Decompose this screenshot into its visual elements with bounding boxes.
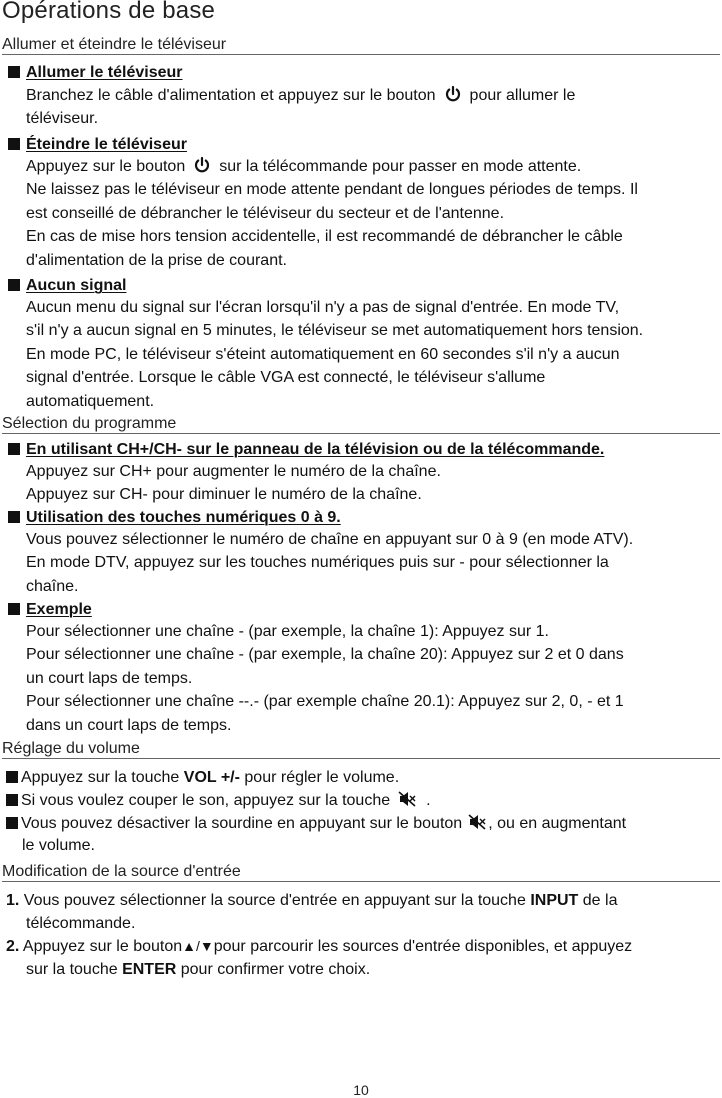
square-bullet-icon (8, 279, 20, 291)
square-bullet-icon (8, 603, 20, 615)
section-heading-power: Allumer et éteindre le téléviseur (2, 35, 720, 55)
square-bullet-icon (6, 771, 18, 783)
page-number: 10 (353, 1082, 369, 1098)
section-heading-volume: Réglage du volume (2, 739, 720, 759)
paragraph-digit-keys: Vous pouvez sélectionner le numéro de chaîne en appuyant sur 0 à 9 (en mode ATV). En mode DTV, appuyez sur les touches numériques puis sur - pour sélectionner la chaîne. (26, 531, 634, 595)
volume-line-2: Si vous voulez couper le son, appuyez sur la touche . (6, 789, 431, 812)
enter-key-label: ENTER (122, 961, 177, 978)
input-key-label: INPUT (530, 892, 579, 909)
volume-line-3: Vous pouvez désactiver la sourdine en appuyant sur le bouton , ou en augmentant (6, 812, 626, 835)
square-bullet-icon (6, 817, 18, 829)
paragraph-power-off: Appuyez sur le bouton sur la télécommande pour passer en mode attente. Ne laissez pas le téléviseur en mode attente pendant de longues périodes de temps. Il est conseillé de débrancher le téléviseur du secteur et de l'antenne. En cas de mise hors tension accidentelle, il est recommandé de débrancher le câble d'alimentation de la prise de courant. (26, 158, 638, 269)
square-bullet-icon (8, 443, 20, 455)
square-bullet-icon (8, 138, 20, 150)
square-bullet-icon (6, 794, 18, 806)
power-icon (444, 85, 462, 103)
paragraph-no-signal: Aucun menu du signal sur l'écran lorsqu'il n'y a pas de signal d'entrée. En mode TV, s'il n'y a aucun signal en 5 minutes, le téléviseur se met automatiquement hors tension. En mode PC, le téléviseur s'éteint automatiquement en 60 secondes s'il n'y a aucun signal d'entrée. Lorsque le câble VGA est connecté, le téléviseur s'allume automatiquement. (26, 299, 644, 410)
subheading-example: Exemple (8, 599, 92, 621)
section-heading-program: Sélection du programme (2, 414, 720, 434)
paragraph-power-on: Branchez le câble d'alimentation et appuyez sur le bouton pour allumer le téléviseur. (26, 87, 576, 128)
subheading-power-on: Allumer le téléviseur (8, 62, 183, 84)
square-bullet-icon (8, 511, 20, 523)
power-icon (193, 156, 211, 174)
source-step-2: 2. Appuyez sur le bouton▲/▼pour parcourir les sources d'entrée disponibles, et appuyez sur la touche ENTER pour confirmer votre choix. (6, 938, 633, 978)
vol-key-label: VOL +/- (183, 769, 240, 786)
square-bullet-icon (8, 66, 20, 78)
mute-icon (398, 791, 416, 807)
volume-line-1: Appuyez sur la touche VOL +/- pour régler le volume. (6, 766, 399, 789)
source-step-1: 1. Vous pouvez sélectionner la source d'entrée en appuyant sur la touche INPUT de la télécommande. (6, 892, 618, 932)
subheading-no-signal: Aucun signal (8, 275, 126, 297)
paragraph-ch-buttons: Appuyez sur CH+ pour augmenter le numéro de la chaîne. Appuyez sur CH- pour diminuer le numéro de la chaîne. (26, 463, 441, 504)
subheading-power-off: Éteindre le téléviseur (8, 134, 187, 156)
section-heading-source: Modification de la source d'entrée (2, 862, 720, 882)
step-number: 1. (6, 892, 20, 909)
step-number: 2. (6, 938, 20, 955)
paragraph-example: Pour sélectionner une chaîne - (par exemple, la chaîne 1): Appuyez sur 1. Pour sélectionner une chaîne - (par exemple, la chaîne 20): Appuyez sur 2 et 0 dans un court laps de temps. Pour sélectionner une chaîne --.- (par exemple chaîne 20.1): Appuyez sur 2, 0, - et 1 dans un court laps de temps. (26, 623, 624, 734)
volume-line-3-cont: le volume. (22, 837, 95, 854)
subheading-ch-buttons: En utilisant CH+/CH- sur le panneau de la télévision ou de la télécommande. (8, 439, 604, 461)
subheading-digit-keys: Utilisation des touches numériques 0 à 9. (8, 507, 341, 529)
mute-icon (468, 814, 486, 830)
up-down-arrows-icon: ▲/▼ (182, 938, 214, 954)
page-title: Opérations de base (2, 0, 216, 24)
